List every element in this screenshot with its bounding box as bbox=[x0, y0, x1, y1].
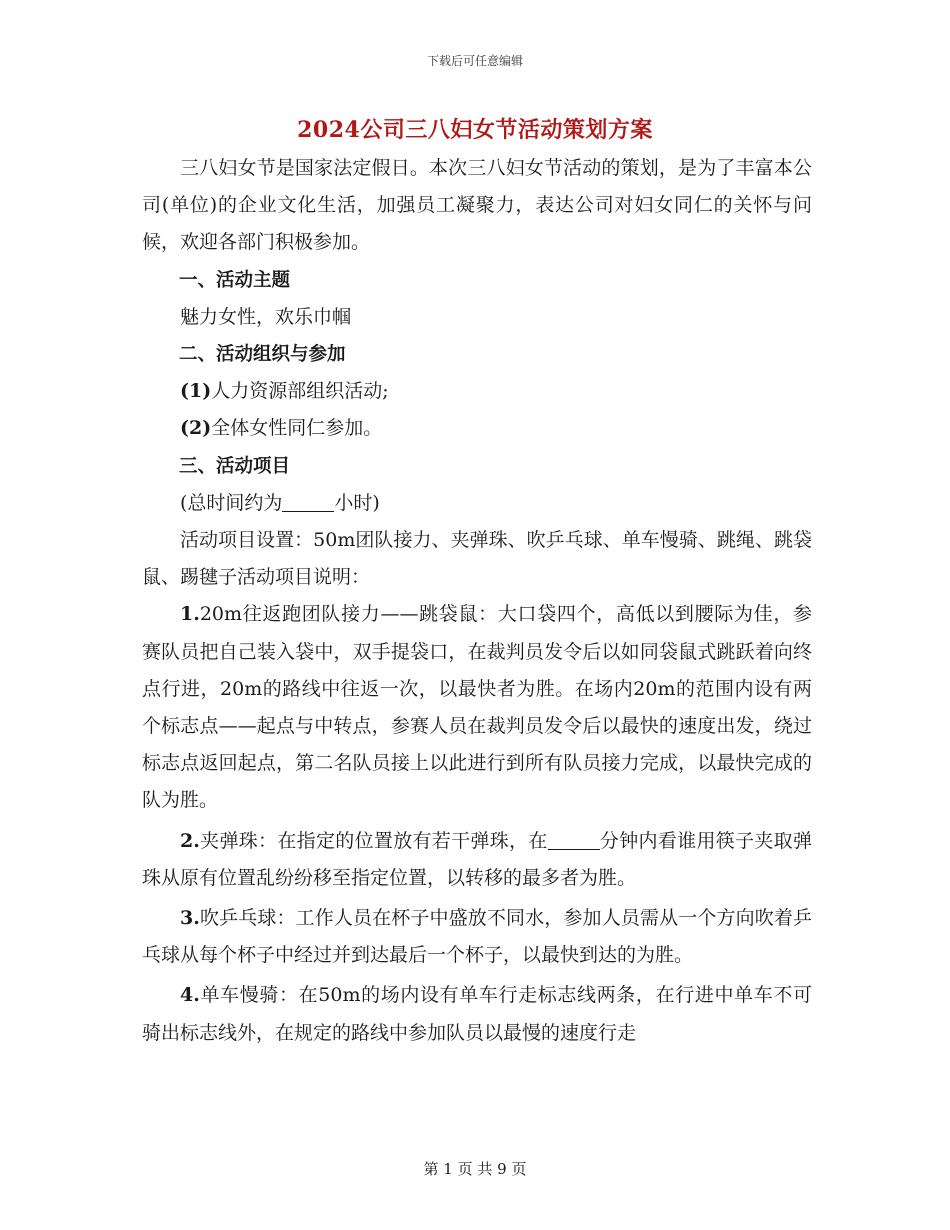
organization-item-1 bbox=[142, 373, 812, 410]
item-number: (2) bbox=[180, 417, 212, 440]
organization-item-2 bbox=[142, 410, 812, 447]
activity-item-3 bbox=[142, 900, 812, 974]
item-number: 2. bbox=[180, 829, 200, 852]
item-number: 1. bbox=[180, 603, 200, 626]
duration-line bbox=[142, 485, 812, 522]
item-text-prefix: 夹弹珠：在指定的位置放有若干弹珠，在 bbox=[199, 829, 548, 852]
item-text: 人力资源部组织活动; bbox=[211, 380, 389, 403]
item-text: 全体女性同仁参加。 bbox=[211, 417, 383, 440]
blank-line bbox=[282, 492, 334, 512]
activity-setup: 活动项目设置：50m团队接力、夹弹珠、吹乒乓球、单车慢骑、跳绳、跳袋鼠、踢毽子活动项目说明： bbox=[142, 529, 812, 589]
document-title: 2024公司三八妇女节活动策划方案 bbox=[297, 117, 653, 143]
document-body bbox=[142, 150, 812, 1052]
duration-suffix: 小时) bbox=[334, 491, 380, 514]
activity-item-1 bbox=[142, 596, 812, 819]
item-text: 吹乒乓球：工作人员在杯子中盛放不同水，参加人员需从一个方向吹着乒乓球从每个杯子中经过并到达最后一个杯子，以最快到达的为胜。 bbox=[142, 907, 812, 967]
item-text-suffix: 分钟内看谁用筷子夹取弹珠从原有位置乱纷纷移至指定位置，以转移的最多者为胜。 bbox=[142, 829, 812, 889]
activity-item-4 bbox=[142, 977, 812, 1051]
header-note: 下载后可任意编辑 bbox=[426, 54, 523, 68]
item-text: 单车慢骑：在50m的场内设有单车行走标志线两条，在行进中单车不可骑出标志线外，在规定的路线中参加队员以最慢的速度行走 bbox=[142, 984, 812, 1044]
section-heading-theme: 一、活动主题 bbox=[179, 269, 291, 291]
section-heading-activities: 三、活动项目 bbox=[179, 455, 291, 477]
activity-item-2 bbox=[142, 823, 812, 897]
intro-paragraph: 三八妇女节是国家法定假日。本次三八妇女节活动的策划，是为了丰富本公司(单位)的企业文化生活，加强员工凝聚力，表达公司对妇女同仁的关怀与问候，欢迎各部门积极参加。 bbox=[142, 157, 812, 254]
item-number: (1) bbox=[180, 380, 212, 403]
section-heading-organization: 二、活动组织与参加 bbox=[179, 344, 346, 366]
item-text: 20m往返跑团队接力——跳袋鼠：大口袋四个，高低以到腰际为佳，参赛队员把自己装入袋中，双手提袋口，在裁判员发令后以如同袋鼠式跳跃着向终点行进，20m的路线中往返一次，以最快者为胜。在场内20m的范围内设有两个标志点——起点与中转点，参赛人员在裁判员发令后以最快的速度出发，绕过标志点返回起点，第二名队员接上以此进行到所有队员接力完成，以最快完成的队为胜。 bbox=[142, 603, 812, 812]
blank-line bbox=[548, 830, 600, 850]
theme-text: 魅力女性，欢乐巾帼 bbox=[180, 305, 352, 328]
page-footer: 第 1 页 共 9 页 bbox=[423, 1160, 527, 1178]
item-number: 3. bbox=[180, 907, 200, 930]
duration-prefix: (总时间约为 bbox=[180, 491, 283, 514]
item-number: 4. bbox=[180, 984, 200, 1007]
